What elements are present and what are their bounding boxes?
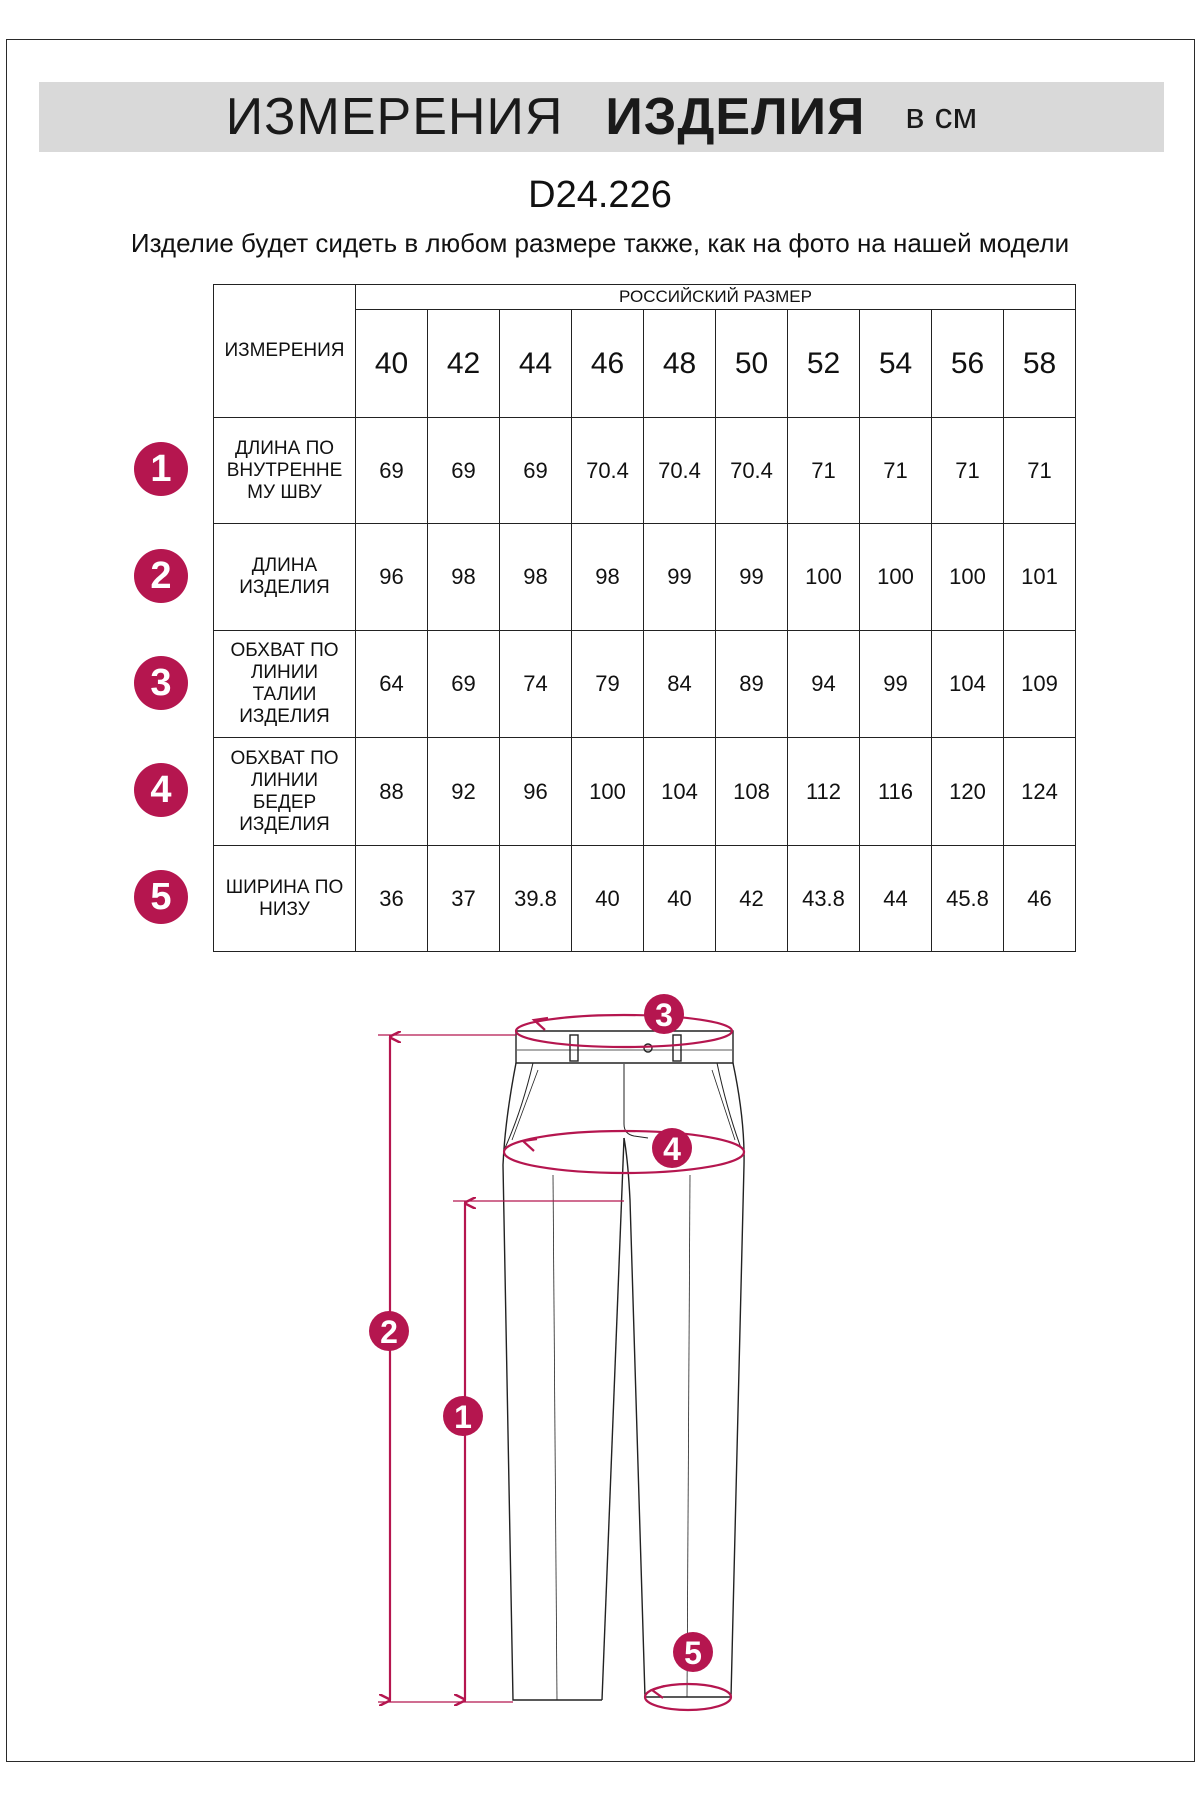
marker-1-label: 1	[454, 1399, 472, 1435]
size-group-header: РОССИЙСКИЙ РАЗМЕР	[356, 285, 1076, 310]
row-badge-3: 3	[134, 656, 188, 710]
label-line: БЕДЕР	[252, 791, 317, 813]
diagram-marker-1	[443, 1396, 483, 1436]
table-cell: 100	[932, 524, 1004, 631]
row-badge-2: 2	[134, 549, 188, 603]
table-cell: 43.8	[788, 846, 860, 952]
table-cell: 100	[860, 524, 932, 631]
table-cell: 104	[644, 738, 716, 846]
size-header: 50	[716, 310, 788, 418]
row-badge-1: 1	[134, 442, 188, 496]
diagram-marker-4	[652, 1128, 692, 1168]
measure-header: ИЗМЕРЕНИЯ	[214, 285, 356, 418]
label-line: ВНУТРЕННЕ	[226, 459, 343, 481]
table-cell: 92	[428, 738, 500, 846]
table-cell: 44	[860, 846, 932, 952]
marker-4-label: 4	[663, 1131, 681, 1167]
label-line: ИЗДЕЛИЯ	[239, 577, 330, 598]
table-cell: 74	[500, 631, 572, 738]
size-header: 40	[356, 310, 428, 418]
product-code: D24.226	[528, 174, 672, 216]
title-part-1: ИЗМЕРЕНИЯ	[225, 88, 564, 146]
size-header: 44	[500, 310, 572, 418]
size-header: 46	[572, 310, 644, 418]
table-cell: 71	[1004, 418, 1076, 524]
marker-3-label: 3	[655, 997, 673, 1033]
size-header: 54	[860, 310, 932, 418]
label-line: ДЛИНА	[251, 555, 318, 576]
table-cell: 98	[572, 524, 644, 631]
table-cell: 88	[356, 738, 428, 846]
table-cell: 96	[500, 738, 572, 846]
table-cell: 69	[356, 418, 428, 524]
fit-note: Изделие будет сидеть в любом размере также, как на фото на нашей модели	[130, 228, 1070, 258]
table-cell: 69	[428, 418, 500, 524]
row-badge-5: 5	[134, 870, 188, 924]
table-cell: 36	[356, 846, 428, 952]
table-cell: 89	[716, 631, 788, 738]
label-line: ЛИНИИ	[250, 662, 319, 683]
table-cell: 124	[1004, 738, 1076, 846]
hem-arrowhead	[652, 1686, 664, 1698]
table-cell: 109	[1004, 631, 1076, 738]
table-cell: 116	[860, 738, 932, 846]
row-badge-4: 4	[134, 763, 188, 817]
table-cell: 71	[932, 418, 1004, 524]
table-cell: 112	[788, 738, 860, 846]
diagram-marker-3	[644, 994, 684, 1034]
label-line: ОБХВАТ ПО	[230, 747, 339, 769]
marker-5-label: 5	[684, 1635, 702, 1671]
label-line: НИЗУ	[259, 898, 310, 920]
table-cell: 70.4	[572, 418, 644, 524]
marker-2-label: 2	[380, 1314, 398, 1350]
label-line: ИЗДЕЛИЯ	[239, 813, 330, 835]
table-cell: 37	[428, 846, 500, 952]
table-cell: 70.4	[716, 418, 788, 524]
table-cell: 42	[716, 846, 788, 952]
table-cell: 71	[788, 418, 860, 524]
title-unit: в см	[905, 95, 978, 136]
table-cell: 84	[644, 631, 716, 738]
hips-arrowhead	[523, 1139, 537, 1151]
table-cell: 98	[428, 524, 500, 631]
table-cell: 99	[644, 524, 716, 631]
label-line: ТАЛИИ	[252, 684, 317, 705]
table-cell: 64	[356, 631, 428, 738]
size-header: 48	[644, 310, 716, 418]
size-header: 42	[428, 310, 500, 418]
table-cell: 100	[572, 738, 644, 846]
table-cell: 96	[356, 524, 428, 631]
table-cell: 120	[932, 738, 1004, 846]
diagram-marker-5	[673, 1632, 713, 1672]
table-cell: 104	[932, 631, 1004, 738]
table-cell: 99	[860, 631, 932, 738]
table-cell: 45.8	[932, 846, 1004, 952]
size-header: 52	[788, 310, 860, 418]
table-cell: 39.8	[500, 846, 572, 952]
table-cell: 100	[788, 524, 860, 631]
label-line: ДЛИНА ПО	[234, 437, 335, 459]
label-line: ШИРИНА ПО	[225, 876, 344, 898]
label-line: ЛИНИИ	[250, 769, 319, 791]
label-line: ИЗДЕЛИЯ	[239, 706, 330, 727]
table-cell: 71	[860, 418, 932, 524]
title-part-2: ИЗДЕЛИЯ	[605, 88, 866, 146]
label-line: ОБХВАТ ПО	[230, 640, 339, 661]
table-cell: 40	[572, 846, 644, 952]
table-cell: 46	[1004, 846, 1076, 952]
table-cell: 101	[1004, 524, 1076, 631]
table-cell: 94	[788, 631, 860, 738]
label-line: МУ ШВУ	[247, 481, 322, 503]
table-cell: 108	[716, 738, 788, 846]
table-cell: 69	[428, 631, 500, 738]
table-cell: 40	[644, 846, 716, 952]
table-cell: 79	[572, 631, 644, 738]
table-cell: 69	[500, 418, 572, 524]
size-header: 58	[1004, 310, 1076, 418]
table-cell: 98	[500, 524, 572, 631]
diagram-marker-2	[369, 1311, 409, 1351]
table-cell: 99	[716, 524, 788, 631]
size-header: 56	[932, 310, 1004, 418]
table-cell: 70.4	[644, 418, 716, 524]
